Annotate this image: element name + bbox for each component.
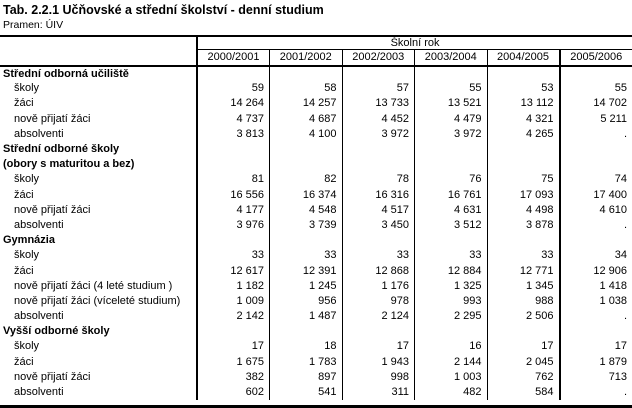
table-row bbox=[0, 81, 632, 96]
cell-value bbox=[197, 141, 270, 156]
cell-value: 3 972 bbox=[342, 126, 415, 141]
cell-value: 762 bbox=[487, 369, 560, 384]
cell-value: 55 bbox=[614, 82, 628, 95]
table-row bbox=[0, 248, 632, 263]
cell-value: 33 bbox=[197, 248, 270, 263]
cell-value bbox=[197, 233, 270, 248]
row-label: žáci bbox=[0, 187, 197, 202]
table-row bbox=[0, 354, 632, 369]
cell-value: 59 bbox=[197, 81, 270, 96]
cell-value bbox=[342, 141, 415, 156]
cell-value: 76 bbox=[415, 172, 488, 187]
cell-value bbox=[487, 157, 560, 172]
cell-value: 4 687 bbox=[270, 111, 343, 126]
cell-value: 81 bbox=[197, 172, 270, 187]
cell-value: 4 631 bbox=[415, 202, 488, 217]
cell-value: 2 045 bbox=[487, 354, 560, 369]
cell-value: 82 bbox=[270, 172, 343, 187]
row-label: absolventi bbox=[0, 384, 197, 399]
cell-value bbox=[270, 66, 343, 81]
column-header-2001-2002: 2001/2002 bbox=[270, 50, 343, 66]
table-row bbox=[0, 309, 632, 324]
cell-value: 1 675 bbox=[197, 354, 270, 369]
cell-value: 2 295 bbox=[415, 309, 488, 324]
row-label: absolventi bbox=[0, 309, 197, 324]
cell-value bbox=[270, 157, 343, 172]
cell-value: 1 418 bbox=[599, 279, 628, 292]
cell-value: 12 391 bbox=[270, 263, 343, 278]
cell-value: 74 bbox=[614, 173, 628, 186]
cell-value: 713 bbox=[608, 370, 628, 383]
column-header-2000-2001: 2000/2001 bbox=[197, 50, 270, 66]
row-label: nově přijatí žáci (víceleté studium) bbox=[0, 293, 197, 308]
row-label: školy bbox=[0, 339, 197, 354]
cell-value: 1 176 bbox=[342, 278, 415, 293]
table-row bbox=[0, 111, 632, 126]
cell-value: 4 321 bbox=[487, 111, 560, 126]
cell-value: 541 bbox=[270, 384, 343, 399]
cell-value: 12 617 bbox=[197, 263, 270, 278]
cell-value: 2 506 bbox=[487, 309, 560, 324]
row-label: nově přijatí žáci (4 leté studium ) bbox=[0, 278, 197, 293]
cell-value: 12 906 bbox=[593, 264, 628, 277]
row-label: absolventi bbox=[0, 126, 197, 141]
cell-value bbox=[342, 66, 415, 81]
cell-value: 3 450 bbox=[342, 217, 415, 232]
cell-value bbox=[342, 324, 415, 339]
cell-value: 17 400 bbox=[593, 188, 628, 201]
cell-value: 4 737 bbox=[197, 111, 270, 126]
section-heading-row bbox=[0, 233, 632, 248]
cell-value bbox=[487, 141, 560, 156]
cell-value bbox=[560, 324, 632, 339]
cell-value: 4 517 bbox=[342, 202, 415, 217]
cell-value: 12 771 bbox=[487, 263, 560, 278]
cell-value: 33 bbox=[342, 248, 415, 263]
cell-value: 2 144 bbox=[415, 354, 488, 369]
section-heading: Vyšší odborné školy bbox=[0, 324, 197, 339]
row-label: žáci bbox=[0, 96, 197, 111]
cell-value: 4 610 bbox=[599, 203, 628, 216]
table-row bbox=[0, 126, 632, 141]
cell-value: 2 142 bbox=[197, 309, 270, 324]
cell-value bbox=[415, 157, 488, 172]
cell-value: 998 bbox=[342, 369, 415, 384]
cell-value: 482 bbox=[415, 384, 488, 399]
cell-value bbox=[197, 66, 270, 81]
row-label: žáci bbox=[0, 354, 197, 369]
cell-value: 33 bbox=[270, 248, 343, 263]
cell-value: 4 265 bbox=[487, 126, 560, 141]
cell-value bbox=[342, 157, 415, 172]
table-row bbox=[0, 369, 632, 384]
cell-value bbox=[270, 141, 343, 156]
table-row bbox=[0, 263, 632, 278]
row-label: nově přijatí žáci bbox=[0, 111, 197, 126]
cell-value: 897 bbox=[270, 369, 343, 384]
cell-value bbox=[197, 324, 270, 339]
cell-value: 53 bbox=[487, 81, 560, 96]
cell-value: 2 124 bbox=[342, 309, 415, 324]
cell-value bbox=[415, 233, 488, 248]
cell-value: 4 177 bbox=[197, 202, 270, 217]
cell-value: . bbox=[623, 386, 628, 399]
section-heading-row bbox=[0, 141, 632, 156]
school-year-group-header: Školní rok bbox=[197, 36, 632, 50]
table-row bbox=[0, 384, 632, 399]
cell-value: 34 bbox=[614, 249, 628, 262]
cell-value bbox=[487, 233, 560, 248]
cell-value bbox=[270, 233, 343, 248]
cell-value: 16 bbox=[415, 339, 488, 354]
section-heading-row bbox=[0, 157, 632, 172]
section-heading: Gymnázia bbox=[0, 233, 197, 248]
cell-value: 13 733 bbox=[342, 96, 415, 111]
cell-value: 4 498 bbox=[487, 202, 560, 217]
row-label: nově přijatí žáci bbox=[0, 369, 197, 384]
cell-value: 3 972 bbox=[415, 126, 488, 141]
cell-value: 17 bbox=[342, 339, 415, 354]
cell-value bbox=[487, 66, 560, 81]
cell-value: . bbox=[623, 310, 628, 323]
cell-value: . bbox=[623, 127, 628, 140]
cell-value: 13 521 bbox=[415, 96, 488, 111]
cell-value: 5 211 bbox=[600, 112, 628, 125]
table-row bbox=[0, 96, 632, 111]
column-header-2004-2005: 2004/2005 bbox=[487, 50, 560, 66]
cell-value: 1 487 bbox=[270, 309, 343, 324]
cell-value: 58 bbox=[270, 81, 343, 96]
cell-value: 602 bbox=[197, 384, 270, 399]
cell-value: 14 257 bbox=[270, 96, 343, 111]
cell-value: 988 bbox=[487, 293, 560, 308]
table-row bbox=[0, 217, 632, 232]
cell-value: 1 245 bbox=[270, 278, 343, 293]
source-note: Pramen: ÚIV bbox=[3, 19, 64, 31]
cell-value: 16 374 bbox=[270, 187, 343, 202]
row-label: žáci bbox=[0, 263, 197, 278]
cell-value: 584 bbox=[487, 384, 560, 399]
cell-value: 4 479 bbox=[415, 111, 488, 126]
cell-value bbox=[415, 324, 488, 339]
cell-value: 12 868 bbox=[342, 263, 415, 278]
cell-value: 14 264 bbox=[197, 96, 270, 111]
row-label: školy bbox=[0, 248, 197, 263]
cell-value: 1 009 bbox=[197, 293, 270, 308]
cell-value: 3 813 bbox=[197, 126, 270, 141]
cell-value: 12 884 bbox=[415, 263, 488, 278]
cell-value: 3 976 bbox=[197, 217, 270, 232]
cell-value: 16 556 bbox=[197, 187, 270, 202]
table-row bbox=[0, 293, 632, 308]
cell-value bbox=[415, 66, 488, 81]
cell-value: 1 783 bbox=[270, 354, 343, 369]
section-heading: (obory s maturitou a bez) bbox=[0, 157, 197, 172]
cell-value: 993 bbox=[415, 293, 488, 308]
data-table bbox=[0, 35, 632, 400]
cell-value: 14 702 bbox=[593, 97, 628, 110]
corner-cell bbox=[0, 36, 197, 66]
cell-value: 16 316 bbox=[342, 187, 415, 202]
cell-value: 17 bbox=[614, 340, 628, 353]
cell-value: 1 345 bbox=[487, 278, 560, 293]
cell-value bbox=[342, 233, 415, 248]
table-title: Tab. 2.2.1 Učňovské a střední školství - denní studium bbox=[3, 3, 324, 17]
section-heading-row bbox=[0, 66, 632, 81]
cell-value: 33 bbox=[487, 248, 560, 263]
group-header-row bbox=[0, 36, 632, 50]
column-header-2005-2006: 2005/2006 bbox=[560, 50, 632, 66]
cell-value: 1 003 bbox=[415, 369, 488, 384]
row-label: nově přijatí žáci bbox=[0, 202, 197, 217]
cell-value bbox=[560, 66, 632, 81]
cell-value: 3 739 bbox=[270, 217, 343, 232]
cell-value: 1 943 bbox=[342, 354, 415, 369]
cell-value bbox=[560, 233, 632, 248]
cell-value: . bbox=[623, 218, 628, 231]
cell-value: 1 038 bbox=[599, 294, 628, 307]
cell-value: 18 bbox=[270, 339, 343, 354]
cell-value: 33 bbox=[415, 248, 488, 263]
cell-value: 17 bbox=[197, 339, 270, 354]
section-heading: Střední odborná učiliště bbox=[0, 66, 197, 81]
cell-value bbox=[487, 324, 560, 339]
cell-value: 3 878 bbox=[487, 217, 560, 232]
cell-value: 311 bbox=[342, 384, 415, 399]
cell-value: 17 bbox=[487, 339, 560, 354]
cell-value bbox=[270, 324, 343, 339]
section-heading-row bbox=[0, 324, 632, 339]
cell-value: 1 325 bbox=[415, 278, 488, 293]
cell-value: 13 112 bbox=[487, 96, 560, 111]
cell-value: 17 093 bbox=[487, 187, 560, 202]
cell-value bbox=[560, 141, 632, 156]
table-row bbox=[0, 278, 632, 293]
cell-value: 978 bbox=[342, 293, 415, 308]
cell-value bbox=[197, 157, 270, 172]
cell-value: 57 bbox=[342, 81, 415, 96]
cell-value: 16 761 bbox=[415, 187, 488, 202]
table-row bbox=[0, 339, 632, 354]
cell-value: 4 452 bbox=[342, 111, 415, 126]
cell-value: 1 879 bbox=[599, 355, 628, 368]
cell-value: 3 512 bbox=[415, 217, 488, 232]
cell-value: 55 bbox=[415, 81, 488, 96]
cell-value bbox=[560, 157, 632, 172]
cell-value: 956 bbox=[270, 293, 343, 308]
row-label: školy bbox=[0, 172, 197, 187]
section-heading: Střední odborné školy bbox=[0, 141, 197, 156]
table-row bbox=[0, 187, 632, 202]
table-row bbox=[0, 202, 632, 217]
table-row bbox=[0, 172, 632, 187]
row-label: školy bbox=[0, 81, 197, 96]
cell-value bbox=[415, 141, 488, 156]
cell-value: 4 548 bbox=[270, 202, 343, 217]
cell-value: 4 100 bbox=[270, 126, 343, 141]
column-header-2002-2003: 2002/2003 bbox=[342, 50, 415, 66]
column-header-2003-2004: 2003/2004 bbox=[415, 50, 488, 66]
row-label: absolventi bbox=[0, 217, 197, 232]
cell-value: 382 bbox=[197, 369, 270, 384]
cell-value: 1 182 bbox=[197, 278, 270, 293]
cell-value: 78 bbox=[342, 172, 415, 187]
cell-value: 75 bbox=[487, 172, 560, 187]
